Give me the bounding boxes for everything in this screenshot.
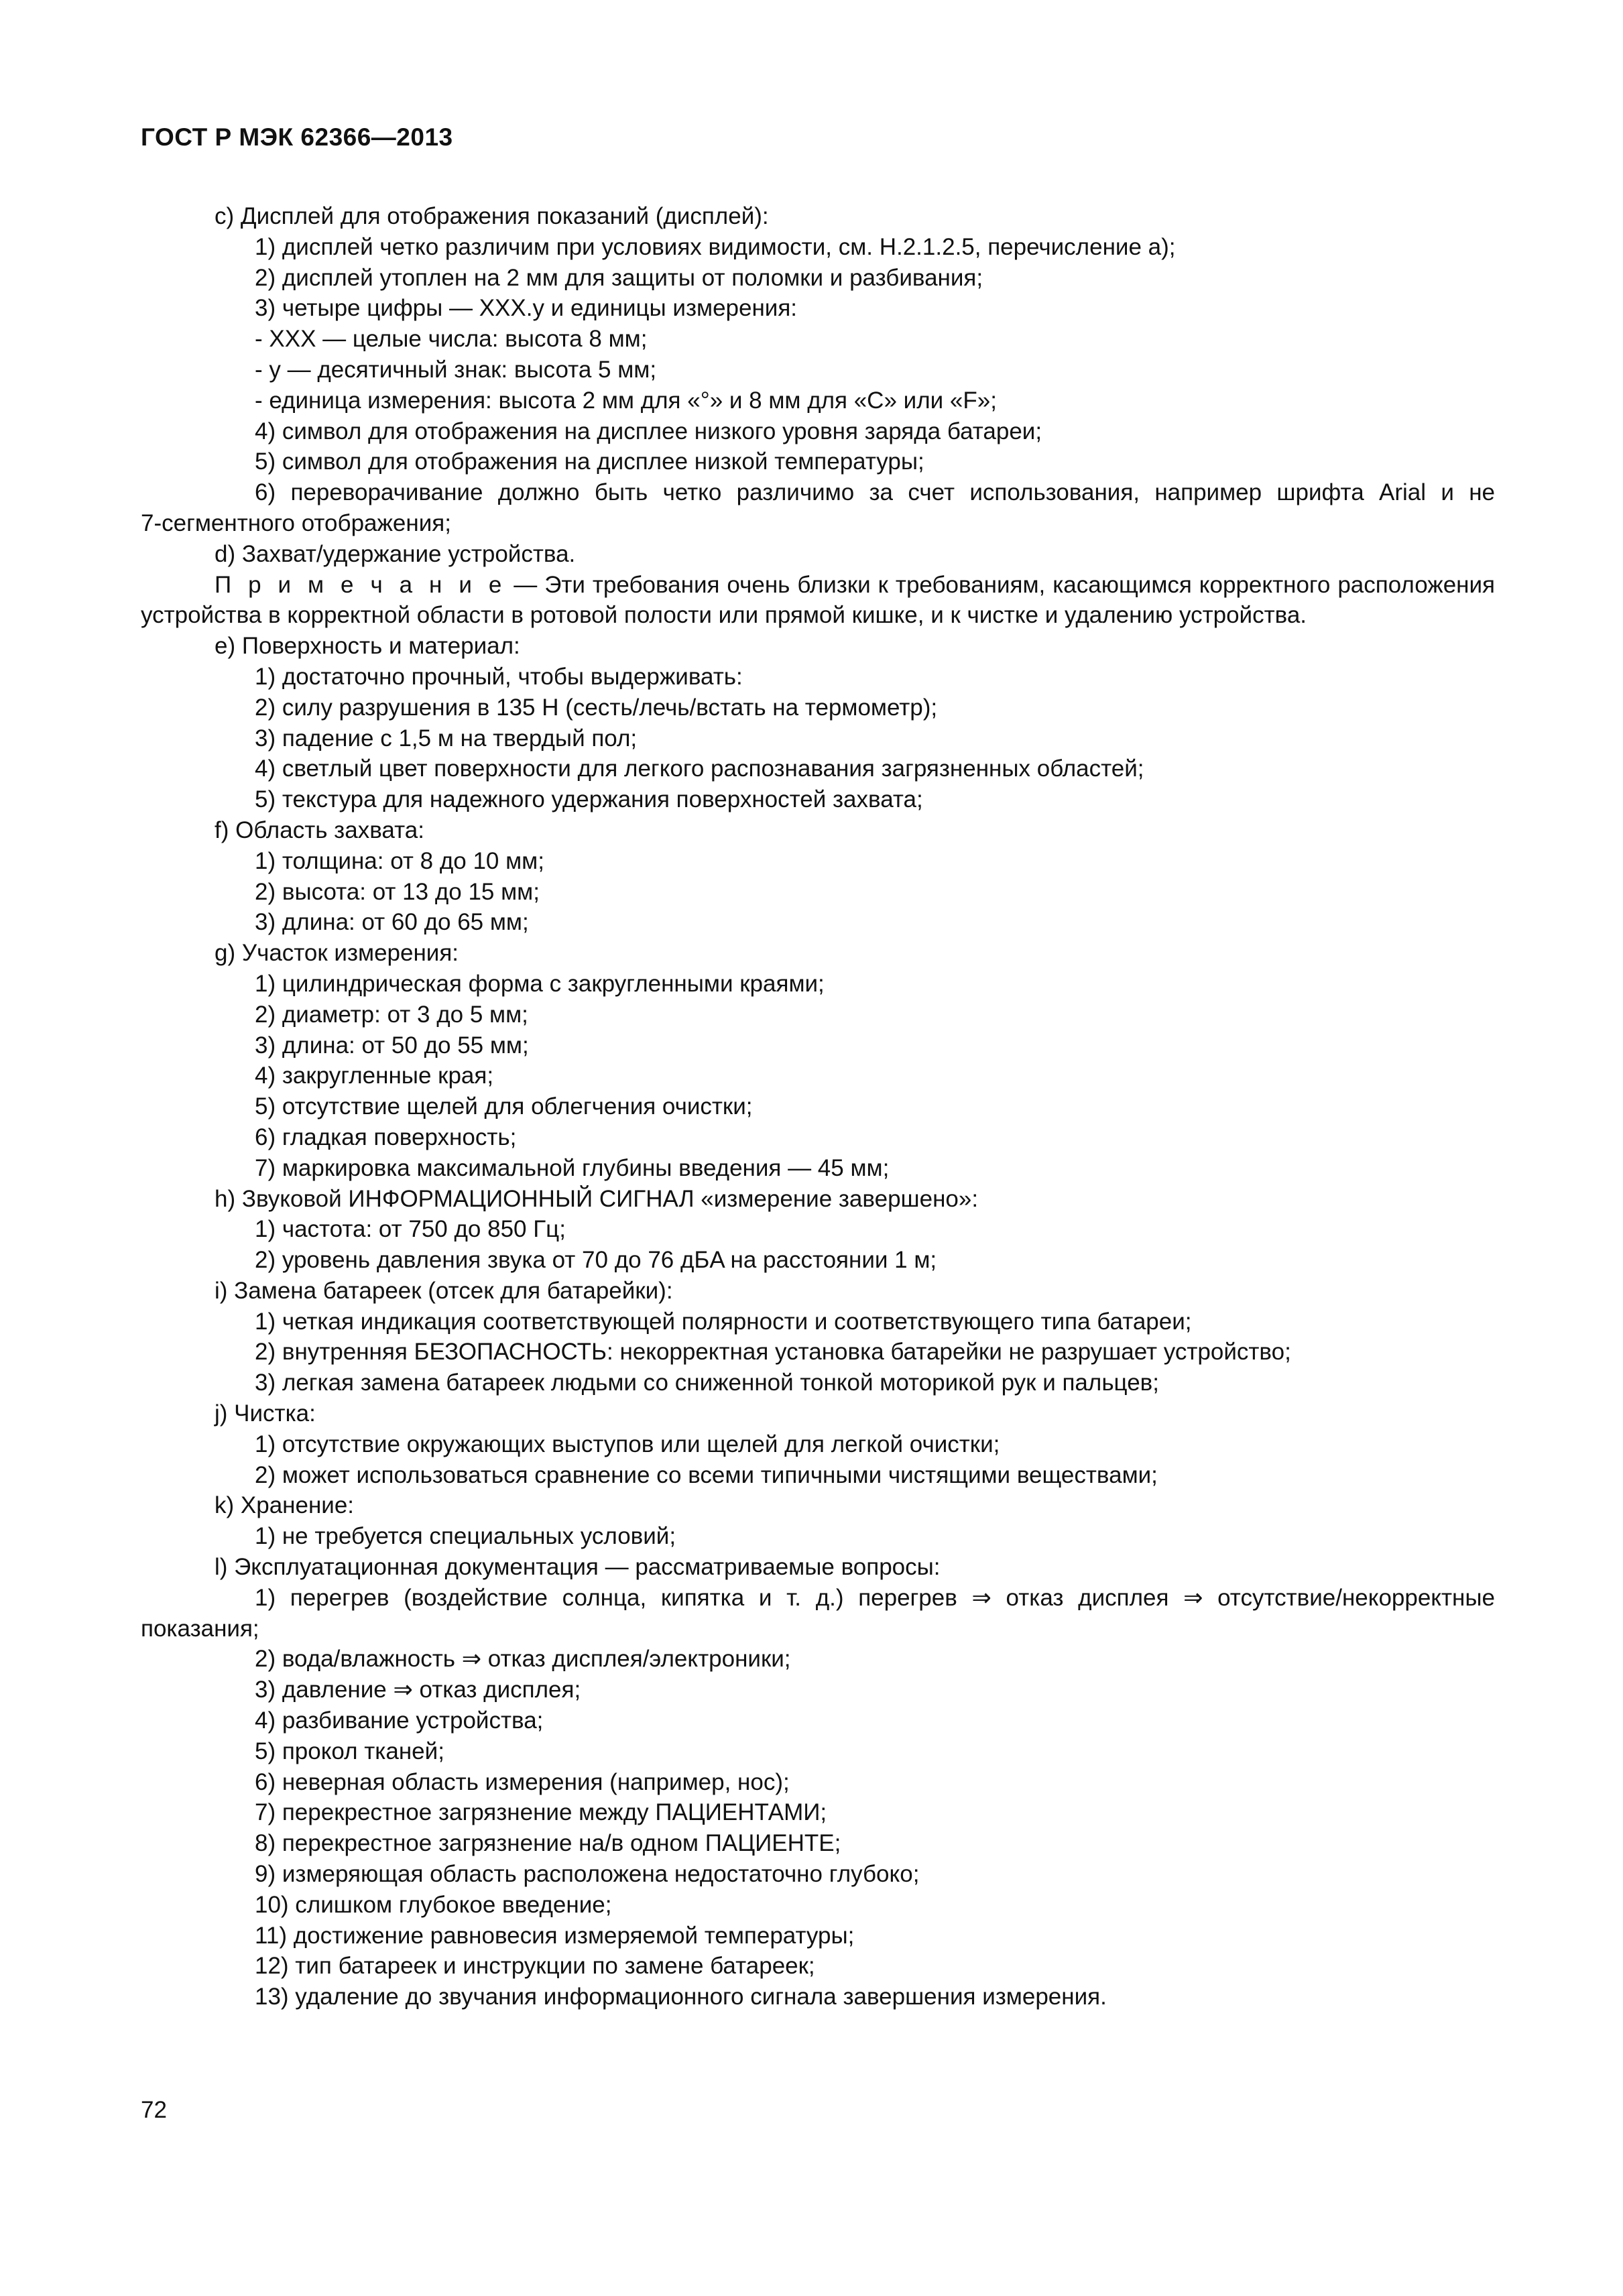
text-line <box>141 1398 1495 1429</box>
line-text: 3) длина: от 60 до 65 мм; <box>255 909 529 936</box>
document-body <box>141 201 1495 2012</box>
line-text: 4) символ для отображения на дисплее низкого уровня заряда батареи; <box>255 418 1042 444</box>
text-line <box>141 1767 1495 1798</box>
line-text: 1) четкая индикация соответствующей полярности и соответствующего типа батареи; <box>255 1308 1192 1335</box>
text-line <box>141 1184 1495 1215</box>
text-line <box>141 846 1495 877</box>
line-text: 3) падение с 1,5 м на твердый пол; <box>255 725 638 751</box>
line-text: 2) вода/влажность ⇒ отказ дисплея/электроники; <box>255 1646 791 1673</box>
line-text: 4) закругленные края; <box>255 1063 494 1089</box>
text-line <box>141 355 1495 385</box>
text-line <box>141 1214 1495 1245</box>
text-line <box>141 1368 1495 1398</box>
text-line <box>141 907 1495 938</box>
text-line <box>141 784 1495 815</box>
line-text: 1) перегрев (воздействие солнца, кипятка и т. д.) перегрев ⇒ отказ дисплея ⇒ отсутствие/некорректные <box>255 1584 1495 1611</box>
line-text: 12) тип батареек и инструкции по замене батареек; <box>255 1953 815 1980</box>
text-line <box>141 1122 1495 1153</box>
text-line <box>141 692 1495 723</box>
text-line <box>141 1614 1495 1644</box>
line-text: 6) гладкая поверхность; <box>255 1124 517 1150</box>
line-text: 3) давление ⇒ отказ дисплея; <box>255 1677 581 1703</box>
line-text: 6) переворачивание должно быть четко различимо за счет использования, например шрифта Arial и не <box>255 479 1495 506</box>
line-text: 11) достижение равновесия измеряемой температуры; <box>255 1922 855 1949</box>
line-text: 9) измеряющая область расположена недостаточно глубоко; <box>255 1861 920 1888</box>
line-text: j) Чистка: <box>215 1400 316 1427</box>
text-line <box>141 1951 1495 1982</box>
line-text: i) Замена батареек (отсек для батарейки): <box>215 1277 673 1304</box>
text-line <box>141 1859 1495 1890</box>
line-text: 1) достаточно прочный, чтобы выдерживать: <box>255 663 743 690</box>
line-text: 6) неверная область измерения (например, нос); <box>255 1768 790 1795</box>
text-line <box>141 662 1495 692</box>
text-line <box>141 446 1495 477</box>
line-text: 10) слишком глубокое введение; <box>255 1891 612 1918</box>
text-line <box>141 416 1495 447</box>
document-header: ГОСТ Р МЭК 62366—2013 <box>141 123 453 151</box>
line-text: е) Поверхность и материал: <box>215 633 520 660</box>
text-line <box>141 1890 1495 1921</box>
line-text: g) Участок измерения: <box>215 940 459 967</box>
text-line <box>141 477 1495 508</box>
text-line <box>141 938 1495 969</box>
text-line <box>141 1030 1495 1061</box>
text-line <box>141 1337 1495 1368</box>
line-text: 7-сегментного отображения; <box>141 509 451 536</box>
line-text: 1) частота: от 750 до 850 Гц; <box>255 1216 566 1243</box>
line-text: 3) длина: от 50 до 55 мм; <box>255 1032 529 1059</box>
note-label: П р и м е ч а н и е <box>215 571 507 598</box>
page-number: 72 <box>141 2097 167 2123</box>
text-line <box>141 723 1495 754</box>
text-line <box>141 1521 1495 1552</box>
text-line <box>141 1307 1495 1337</box>
line-text: - y — десятичный знак: высота 5 мм; <box>255 356 657 383</box>
text-line <box>141 324 1495 355</box>
line-text: показания; <box>141 1615 259 1642</box>
line-text: 7) перекрестное загрязнение между ПАЦИЕНТАМИ; <box>255 1799 827 1826</box>
line-text: 5) прокол тканей; <box>255 1738 444 1764</box>
line-text: 5) отсутствие щелей для облегчения очистки; <box>255 1093 753 1120</box>
text-line <box>141 201 1495 232</box>
text-line <box>141 877 1495 908</box>
line-text: 13) удаление до звучания информационного сигнала завершения измерения. <box>255 1984 1107 2010</box>
note-line <box>141 570 1495 601</box>
line-text: 4) разбивание устройства; <box>255 1707 544 1734</box>
text-line <box>141 631 1495 662</box>
text-line <box>141 1061 1495 1091</box>
line-text: l) Эксплуатационная документация — рассматриваемые вопросы: <box>215 1554 941 1581</box>
line-text: h) Звуковой ИНФОРМАЦИОННЫЙ СИГНАЛ «измерение завершено»: <box>215 1185 979 1212</box>
line-text: 8) перекрестное загрязнение на/в одном ПАЦИЕНТЕ; <box>255 1830 841 1857</box>
line-text: d) Захват/удержание устройства. <box>215 540 576 567</box>
text-line <box>141 1460 1495 1491</box>
text-line <box>141 508 1495 539</box>
line-text: 1) толщина: от 8 до 10 мм; <box>255 847 544 874</box>
line-text: 5) текстура для надежного удержания поверхностей захвата; <box>255 786 923 813</box>
line-text: 2) диаметр: от 3 до 5 мм; <box>255 1001 528 1028</box>
line-text: 2) внутренняя БЕЗОПАСНОСТЬ: некорректная установка батарейки не разрушает устройство; <box>255 1339 1291 1366</box>
text-line <box>141 1675 1495 1705</box>
line-text: 2) дисплей утоплен на 2 мм для защиты от поломки и разбивания; <box>255 264 983 291</box>
line-text: - единица измерения: высота 2 мм для «°» и 8 мм для «C» или «F»; <box>255 387 997 414</box>
text-line <box>141 1091 1495 1122</box>
text-line <box>141 232 1495 263</box>
text-line <box>141 1552 1495 1583</box>
text-line <box>141 969 1495 1000</box>
line-text: 2) силу разрушения в 135 Н (сесть/лечь/встать на термометр); <box>255 694 938 721</box>
line-text: 5) символ для отображения на дисплее низкой температуры; <box>255 448 924 475</box>
line-text: 1) отсутствие окружающих выступов или щелей для легкой очистки; <box>255 1431 1000 1457</box>
text-line <box>141 1276 1495 1307</box>
text-line <box>141 1644 1495 1675</box>
text-line <box>141 263 1495 294</box>
line-text: 2) высота: от 13 до 15 мм; <box>255 878 540 905</box>
text-line <box>141 1982 1495 2012</box>
line-text: 1) не требуется специальных условий; <box>255 1523 676 1550</box>
line-text: устройства в корректной области в ротовой полости или прямой кишке, и к чистке и удалению устройства. <box>141 602 1307 629</box>
text-line <box>141 753 1495 784</box>
text-line <box>141 1736 1495 1767</box>
text-line <box>141 1153 1495 1184</box>
text-line <box>141 385 1495 416</box>
line-text: 4) светлый цвет поверхности для легкого распознавания загрязненных областей; <box>255 756 1144 782</box>
line-text: - XXX — целые числа: высота 8 мм; <box>255 326 648 353</box>
text-line <box>141 1000 1495 1030</box>
text-line <box>141 1797 1495 1828</box>
text-line <box>141 815 1495 846</box>
line-text: 1) цилиндрическая форма с закругленными краями; <box>255 970 825 997</box>
text-line <box>141 1921 1495 1951</box>
line-text: с) Дисплей для отображения показаний (дисплей): <box>215 203 769 229</box>
line-text: 2) может использоваться сравнение со всеми типичными чистящими веществами; <box>255 1461 1158 1488</box>
text-line <box>141 539 1495 570</box>
text-line <box>141 1429 1495 1460</box>
text-line <box>141 600 1495 631</box>
line-text: f) Область захвата: <box>215 817 424 843</box>
line-text: 3) легкая замена батареек людьми со сниженной тонкой моторикой рук и пальцев; <box>255 1370 1159 1396</box>
line-text: 1) дисплей четко различим при условиях видимости, см. Н.2.1.2.5, перечисление а); <box>255 233 1176 260</box>
line-text: 7) маркировка максимальной глубины введения — 45 мм; <box>255 1154 890 1181</box>
line-text: 3) четыре цифры — XXX.y и единицы измерения: <box>255 295 798 322</box>
text-line <box>141 293 1495 324</box>
text-line <box>141 1490 1495 1521</box>
text-line <box>141 1828 1495 1859</box>
line-text: — Эти требования очень близки к требованиям, касающимся корректного расположения <box>506 571 1495 598</box>
line-text: k) Хранение: <box>215 1492 355 1519</box>
text-line <box>141 1583 1495 1614</box>
line-text: 2) уровень давления звука от 70 до 76 дБA на расстоянии 1 м; <box>255 1247 937 1274</box>
text-line <box>141 1705 1495 1736</box>
text-line <box>141 1245 1495 1276</box>
